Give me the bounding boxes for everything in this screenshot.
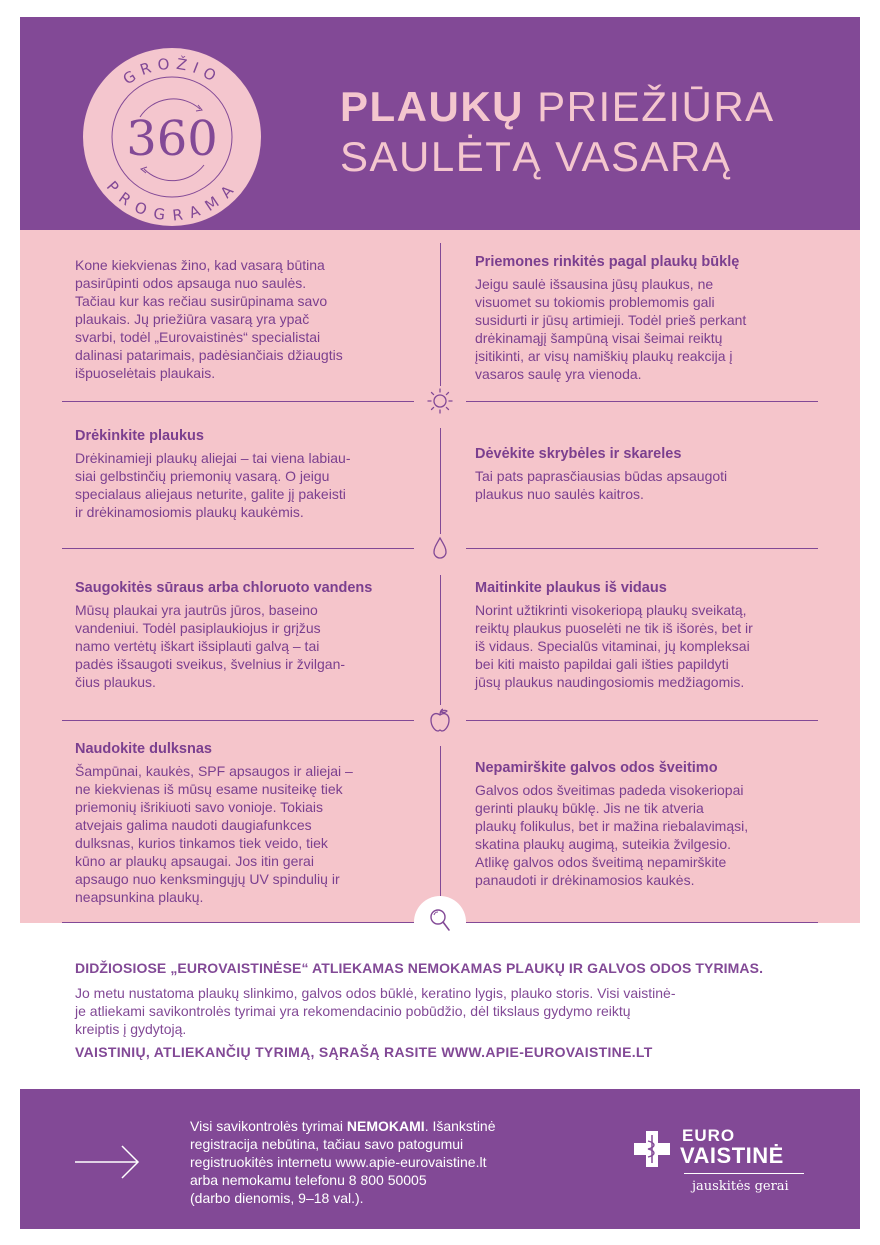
- tip-text: Šampūnai, kaukės, SPF apsaugos ir aliejai – ne kiekvienas iš mūsų esame nusiteikę tiek priemonių išrikiuoti savo vonioje. Tokiais atvejais galima naudoti daugiafunkces dulksnas, kurios tinkamos tiek veido, tiek kūno ar plaukų apsaugai. Jos itin gerai apsaugo nuo kenksmingųjų UV spindulių ir neapsunkina plaukų.: [75, 763, 353, 905]
- intro-text: Kone kiekvienas žino, kad vasarą būtina pasirūpinti odos apsauga nuo saulės. Tačiau kur kas rečiau susirūpinama savo plaukais. Jų priežiūra vasarą yra ypač svarbi, todėl „Eurovaistinės“ specialistai dalinasi patarimais, padėsiančiais džiaugtis išpuoselėtais plaukais.: [75, 257, 343, 381]
- pharmacy-list-link[interactable]: VAISTINIŲ, ATLIEKANČIŲ TYRIMĄ, SĄRAŠĄ RASITE WWW.APIE-EUROVAISTINE.LT: [75, 1044, 653, 1060]
- title-line1-rest: PRIEŽIŪRA: [537, 83, 775, 130]
- footer-line2: registracija nebūtina, tačiau savo patogumui: [190, 1136, 464, 1152]
- header-banner: [20, 17, 860, 230]
- row-divider: [62, 548, 414, 549]
- sun-icon: [426, 387, 454, 415]
- title-bold-word: PLAUKŲ: [340, 83, 524, 130]
- tip-heading: Dėvėkite skrybėles ir skareles: [475, 446, 682, 462]
- row-divider: [466, 401, 818, 402]
- arrow-right-icon: [75, 1144, 141, 1180]
- tip-text: Jeigu saulė išsausina jūsų plaukus, ne visuomet su tokiomis problemomis gali susidurti ir jūsų artimieji. Todėl prieš perkant drėkinamąjį šampūną visai šeimai reiktų įsitikinti, ar visų namiškių plaukų reakcija į vasaros saulę yra vienoda.: [475, 276, 747, 382]
- row-divider: [62, 922, 414, 923]
- column-divider: [440, 746, 441, 896]
- footer-text: [190, 1117, 590, 1207]
- tip-block: [475, 253, 820, 383]
- intro-block: [75, 256, 415, 382]
- tip-text: Tai pats paprasčiausias būdas apsaugoti plaukus nuo saulės kaitros.: [475, 468, 728, 502]
- logo-top-text: GROŽIO: [119, 54, 225, 89]
- footer-free-label: NEMOKAMI: [346, 1118, 425, 1134]
- logo-bottom-text: PROGRAMA: [102, 177, 242, 225]
- grozio-360-logo: [82, 47, 262, 227]
- footer-line1-pre: Visi savikontrolės tyrimai: [190, 1118, 347, 1134]
- tip-block: [75, 579, 420, 691]
- tip-block: [475, 579, 820, 691]
- footer-line1-post: . Išankstinė: [424, 1118, 496, 1134]
- search-badge: [414, 896, 466, 948]
- tip-heading: Maitinkite plaukus iš vidaus: [475, 580, 667, 596]
- tip-block: [75, 740, 420, 906]
- column-divider: [440, 428, 441, 534]
- brand-word-euro: EURO: [682, 1126, 736, 1145]
- droplet-icon: [426, 534, 454, 562]
- tip-heading: Nepamirškite galvos odos šveitimo: [475, 760, 718, 776]
- tip-text: Norint užtikrinti visokeriopą plaukų sveikatą, reiktų plaukus puoselėti ne tik iš išorės, bet ir iš vidaus. Specialūs vitaminai, jų kompleksai bei kiti maisto papildai gali išties papildyti jūsų plaukus naudingosiomis medžiagomis.: [475, 602, 753, 690]
- row-divider: [466, 720, 818, 721]
- info-text: Jo metu nustatoma plaukų slinkimo, galvos odos būklė, keratino lygis, plauko storis. Visi vaistinė- je atliekami savikontrolės tyrimai yra rekomendacinio pobūdžio, dėl tikslaus gydymo reiktų kreiptis į gydytoją.: [75, 985, 676, 1037]
- tip-block: [75, 427, 415, 521]
- tip-block: [475, 759, 820, 889]
- tip-text: Galvos odos šveitimas padeda visokeriopai gerinti plaukų būklę. Jis ne tik atveria plaukų folikulus, bet ir mažina riebalavimąsi, skatina plaukų augimą, suteikia žvilgesio. Atlikę galvos odos šveitimą nepamirškite panaudoti ir drėkinamosios kaukės.: [475, 782, 749, 888]
- footer-line4: arba nemokamu telefonu 8 800 50005: [190, 1172, 427, 1188]
- title-line2: SAULĖTĄ VASARĄ: [340, 133, 732, 180]
- row-divider: [466, 922, 818, 923]
- page-title: [340, 82, 840, 182]
- tip-text: Mūsų plaukai yra jautrūs jūros, baseino vandeniui. Todėl pasiplaukiojus ir grįžus namo vertėtų iškart išsiplauti galvą – tai padės išsaugoti sveikus, švelnius ir žvilgan- čius plaukus.: [75, 602, 346, 690]
- tip-heading: Saugokitės sūraus arba chloruoto vandens: [75, 580, 373, 596]
- footer-line3[interactable]: registruokitės internetu www.apie-eurovaistine.lt: [190, 1154, 487, 1170]
- apple-icon: [426, 706, 454, 734]
- brand-rule: [684, 1173, 804, 1174]
- logo-number: 360: [126, 111, 218, 167]
- tip-block: [475, 445, 820, 503]
- tip-text: Drėkinamieji plaukų aliejai – tai viena labiau- siai gelbstinčių priemonių vasarą. O jeigu specialaus aliejaus neturite, galite jį pakeisti ir drėkinamosiomis plaukų kaukėmis.: [75, 450, 351, 520]
- row-divider: [466, 548, 818, 549]
- eurovaistine-logo[interactable]: [632, 1125, 812, 1195]
- footer-line5: (darbo dienomis, 9–18 val.).: [190, 1190, 364, 1206]
- brand-slogan: jauskitės gerai: [692, 1179, 789, 1194]
- tip-heading: Naudokite dulksnas: [75, 741, 212, 757]
- tip-heading: Drėkinkite plaukus: [75, 428, 204, 444]
- footer-banner: [20, 1089, 860, 1229]
- brand-word-vaistine: VAISTINĖ: [680, 1143, 784, 1168]
- cross-caduceus-icon: [632, 1129, 672, 1169]
- column-divider: [440, 575, 441, 705]
- row-divider: [62, 401, 414, 402]
- tip-heading: Priemones rinkitės pagal plaukų būklę: [475, 254, 740, 270]
- row-divider: [62, 720, 414, 721]
- info-heading: DIDŽIOSIOSE „EUROVAISTINĖSE“ ATLIEKAMAS NEMOKAMAS PLAUKŲ IR GALVOS ODOS TYRIMAS.: [75, 960, 764, 976]
- magnifier-icon: [426, 906, 454, 934]
- column-divider: [440, 243, 441, 386]
